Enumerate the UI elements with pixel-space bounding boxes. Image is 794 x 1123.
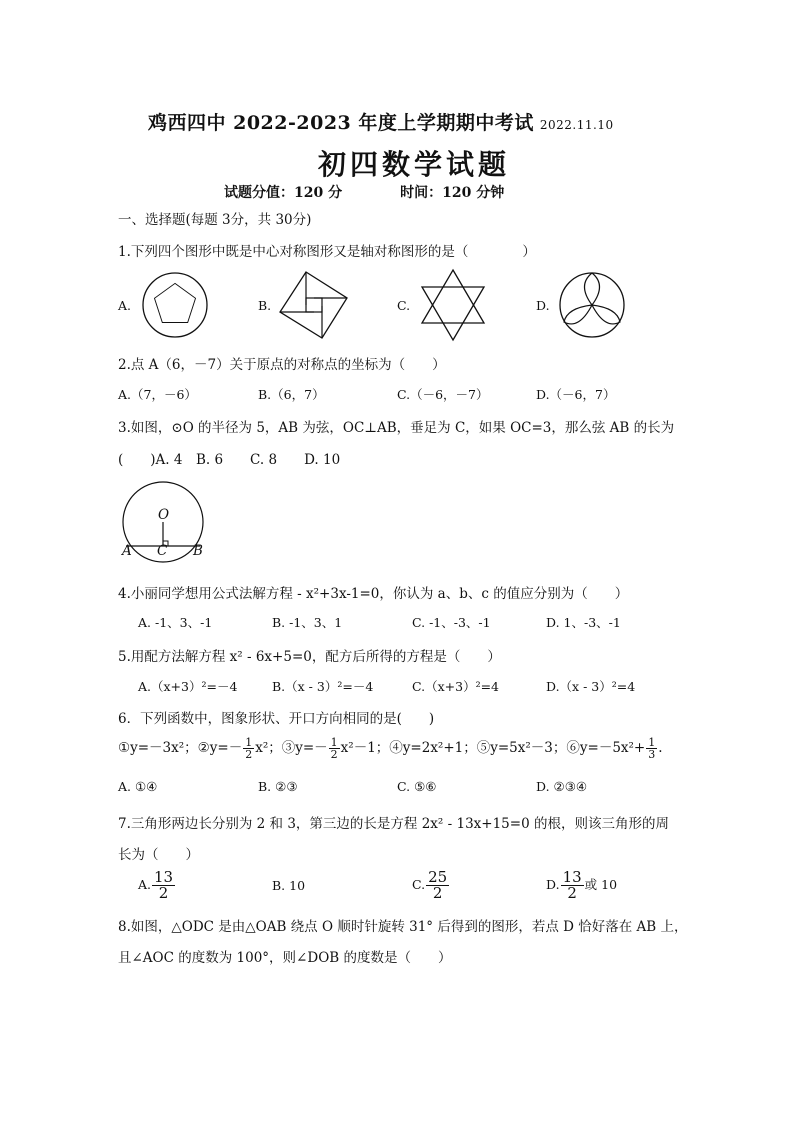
- fraction-13-2: $\frac{13}{2}$: [154, 868, 174, 902]
- question-4: 4.小丽同学想用公式法解方程 - x²+3x-1=0，你认为 a、b、c 的值应分别为（ ）: [118, 586, 629, 602]
- question-7: 7.三角形两边长分别为 2 和 3，第三边的长是方程 2x² - 13x+15=0 的根，则该三角形的周: [118, 816, 669, 832]
- fraction-half-1: $\frac{1}{2}$: [245, 736, 253, 761]
- q5-option-c: C.（x+3）²=4: [412, 679, 500, 694]
- question-2: 2.点 A（6，－7）关于原点的对称点的坐标为（ ）: [118, 357, 446, 373]
- question-8: 8.如图，△ODC 是由△OAB 绕点 O 顺时针旋转 31° 后得到的图形，若点 D 恰好落在 AB 上，: [118, 919, 688, 935]
- fraction-third: $\frac{1}{3}$: [648, 736, 656, 761]
- question-3: 3.如图，⊙O 的半径为 5，AB 为弦，OC⊥AB，垂足为 C，如果 OC=3，那么弦 AB 的长为: [118, 420, 675, 436]
- q4-option-d: D. 1、-3、-1: [546, 615, 621, 630]
- time-info: 时间：120 分钟: [400, 185, 505, 201]
- q6-option-b: B. ②③: [258, 779, 298, 794]
- question-6-functions: ①y=－3x²；②y=－ $\frac{1}{2}$ x²；③y=－ $\frac{1}{2}$ x²－1；④y=2x²+1；⑤y=5x²－3；⑥y=－5x²+ $\frac{1}{3}$ .: [118, 736, 663, 761]
- q7-option-b: B. 10: [272, 878, 306, 893]
- function-part-1: ①y=－3x²；②y=－: [118, 740, 243, 756]
- q1-option-c: C.: [397, 298, 411, 313]
- fraction-13-2-d: $\frac{13}{2}$: [562, 868, 582, 902]
- fraction-half-2: $\frac{1}{2}$: [330, 736, 338, 761]
- question-5: 5.用配方法解方程 x² - 6x+5=0，配方后所得的方程是（ ）: [118, 649, 501, 665]
- label-a: A: [122, 543, 132, 559]
- q6-option-a: A. ①④: [118, 779, 158, 794]
- square-pinwheel-icon: [278, 270, 350, 340]
- q7-option-d: D. $\frac{13}{2}$ 或 10: [546, 868, 618, 902]
- section-heading: 一、选择题(每题 3分，共 30分): [118, 212, 312, 228]
- q2-option-a: A.（7，－6）: [118, 387, 197, 402]
- school-title: 鸡西四中 2022-2023 年度上学期期中考试: [148, 112, 534, 134]
- q1-option-d: D.: [536, 298, 550, 313]
- label-c: C: [157, 543, 168, 559]
- page-title: 初四数学试题: [318, 148, 511, 181]
- function-part-3: x²－1；④y=2x²+1；⑤y=5x²－3；⑥y=－5x²+: [340, 740, 646, 756]
- score-info: 试题分值：120 分: [224, 185, 343, 201]
- question-7-line2: 长为（ ）: [118, 847, 199, 863]
- q4-option-b: B. -1、3、1: [272, 615, 343, 630]
- q2-option-d: D.（－6，7）: [536, 387, 616, 402]
- function-part-2: x²；③y=－: [255, 740, 328, 756]
- question-6: 6．下列函数中，图象形状、开口方向相同的是( ): [118, 711, 435, 727]
- q2-option-c: C.（－6，－7）: [397, 387, 489, 402]
- q5-option-b: B.（x - 3）²=－4: [272, 679, 374, 694]
- question-3-options: ( )A. 4 B. 6 C. 8 D. 10: [118, 452, 341, 468]
- q5-option-d: D.（x - 3）²=4: [546, 679, 636, 694]
- q5-option-a: A.（x+3）²=－4: [138, 679, 238, 694]
- q6-option-d: D. ②③④: [536, 779, 588, 794]
- fraction-25-2: $\frac{25}{2}$: [428, 868, 448, 902]
- exam-date: 2022.11.10: [539, 118, 614, 132]
- q2-option-b: B.（6，7）: [258, 387, 325, 402]
- three-petal-circle-icon: [557, 270, 627, 340]
- pentagon-in-circle-icon: [140, 270, 210, 340]
- q7-option-c: C. $\frac{25}{2}$: [412, 868, 448, 902]
- question-1: 1.下列四个图形中既是中心对称图形又是轴对称图形的是（ ）: [118, 244, 536, 260]
- question-8-line2: 且∠AOC 的度数为 100°，则∠DOB 的度数是（ ）: [118, 950, 452, 966]
- label-b: B: [193, 543, 203, 559]
- q1-option-b: B.: [258, 298, 272, 313]
- q4-option-c: C. -1、-3、-1: [412, 615, 491, 630]
- q6-option-c: C. ⑤⑥: [397, 779, 437, 794]
- exam-header: [148, 108, 614, 135]
- star-of-david-icon: [418, 268, 488, 342]
- q7-option-a: A. $\frac{13}{2}$: [138, 868, 174, 902]
- exam-meta: [224, 182, 562, 202]
- label-o: O: [158, 507, 170, 523]
- q4-option-a: A. -1、3、-1: [138, 615, 213, 630]
- q1-option-a: A.: [118, 298, 132, 313]
